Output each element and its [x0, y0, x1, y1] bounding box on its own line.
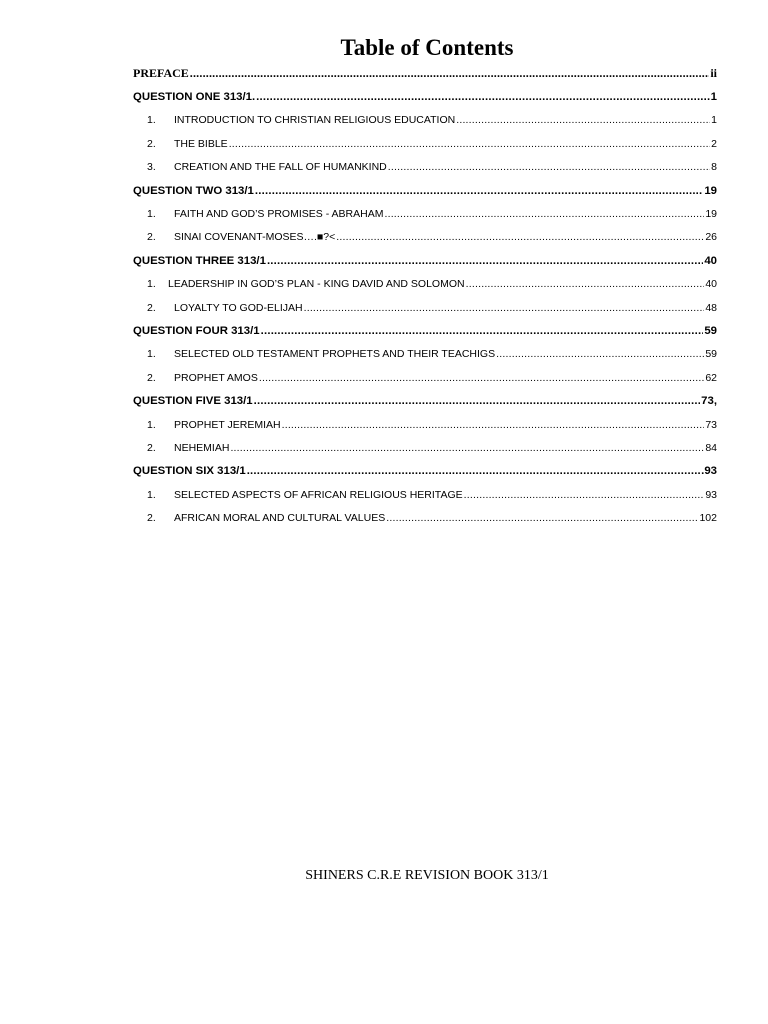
toc-subentry[interactable]: [133, 156, 717, 179]
toc-entry-number: 2.: [147, 371, 156, 384]
toc-subentry[interactable]: [133, 132, 717, 155]
toc-entry-number: 2.: [147, 137, 156, 150]
toc-page-number: .93: [701, 465, 717, 478]
toc-entry-number: 1.: [147, 418, 156, 431]
dot-leader: [267, 255, 703, 267]
toc-entry-title: QUESTION FOUR 313/1: [133, 324, 260, 337]
toc-page-number: 1: [710, 91, 717, 104]
dot-leader: [456, 114, 710, 126]
toc-entry-title: INTRODUCTION TO CHRISTIAN RELIGIOUS EDUCATION: [174, 114, 456, 127]
dot-leader: [466, 278, 705, 290]
toc-page-number: 40: [705, 278, 717, 291]
toc-section-entry[interactable]: [133, 319, 717, 342]
toc-page-number: 59: [704, 324, 717, 337]
toc-page-number: 93: [705, 488, 717, 501]
toc-entry-title: QUESTION THREE 313/1: [133, 254, 266, 267]
toc-page-number: 62: [705, 371, 717, 384]
toc-entry-number: 1.: [147, 208, 156, 221]
toc-page-number: 2: [711, 137, 717, 150]
page-footer: SHINERS C.R.E REVISION BOOK 313/1: [305, 868, 549, 883]
dot-leader: [254, 395, 701, 407]
dot-leader: [230, 442, 704, 454]
toc-entry-title: NEHEMIAH: [174, 441, 230, 454]
toc-page-number: 73: [705, 418, 717, 431]
toc-entry-number: 2.: [147, 441, 156, 454]
dot-leader: [255, 185, 703, 197]
table-of-contents: [133, 62, 717, 530]
toc-page-number: 19: [705, 208, 717, 221]
toc-section-entry[interactable]: [133, 460, 717, 483]
toc-page-number: 19: [704, 184, 717, 197]
dot-leader: [261, 325, 704, 337]
toc-subentry[interactable]: [133, 343, 717, 366]
toc-subentry[interactable]: [133, 202, 717, 225]
toc-subentry[interactable]: [133, 436, 717, 459]
toc-entry-number: 3.: [147, 161, 156, 174]
toc-section-entry[interactable]: [133, 62, 717, 85]
toc-entry-title: PROPHET AMOS: [174, 371, 258, 384]
dot-leader: [496, 348, 704, 360]
toc-subentry[interactable]: [133, 413, 717, 436]
dot-leader: [282, 419, 705, 431]
toc-subentry[interactable]: [133, 226, 717, 249]
toc-subentry[interactable]: [133, 273, 717, 296]
toc-section-entry[interactable]: [133, 85, 717, 108]
dot-leader: [336, 231, 704, 243]
toc-entry-number: 1.: [147, 488, 156, 501]
dot-leader: [190, 66, 710, 81]
dot-leader: [256, 91, 709, 103]
toc-page-number: 8: [711, 161, 717, 174]
toc-entry-title: FAITH AND GOD’S PROMISES - ABRAHAM: [174, 208, 384, 221]
toc-subentry[interactable]: [133, 366, 717, 389]
toc-section-entry[interactable]: [133, 249, 717, 272]
dot-leader: [386, 512, 698, 524]
toc-entry-title: SINAI COVENANT-MOSES….■?<: [174, 231, 336, 244]
toc-subentry[interactable]: [133, 296, 717, 319]
toc-subentry[interactable]: [133, 109, 717, 132]
toc-entry-title: SELECTED OLD TESTAMENT PROPHETS AND THEIR TEACHIGS: [174, 348, 496, 361]
toc-page-number: ii: [710, 66, 717, 81]
toc-page-number: 48: [705, 301, 717, 314]
toc-entry-number: 2.: [147, 512, 156, 525]
toc-entry-number: 1.: [147, 348, 156, 361]
toc-entry-title: THE BIBLE: [174, 137, 228, 150]
toc-entry-title: CREATION AND THE FALL OF HUMANKIND: [174, 161, 387, 174]
toc-entry-title: LOYALTY TO GOD-ELIJAH: [174, 301, 303, 314]
toc-entry-number: 2.: [147, 231, 156, 244]
dot-leader: [388, 161, 710, 173]
toc-page-number: 1: [711, 114, 717, 127]
toc-entry-title: AFRICAN MORAL AND CULTURAL VALUES: [174, 512, 386, 525]
dot-leader: [229, 138, 710, 150]
toc-page-number: 84: [705, 441, 717, 454]
toc-page-number: 73,: [701, 395, 717, 408]
toc-entry-title: QUESTION SIX 313/1: [133, 465, 246, 478]
toc-page-number: 26: [705, 231, 717, 244]
dot-leader: [247, 465, 700, 477]
dot-leader: [259, 372, 704, 384]
toc-page-number: 40: [704, 254, 717, 267]
dot-leader: [384, 208, 704, 220]
toc-entry-title: QUESTION FIVE 313/1: [133, 395, 253, 408]
toc-entry-title: QUESTION ONE 313/1.: [133, 91, 256, 104]
toc-entry-number: 1.: [147, 114, 156, 127]
toc-page-number: 102: [699, 512, 717, 525]
toc-entry-title: PREFACE: [133, 66, 189, 81]
toc-entry-title: SELECTED ASPECTS OF AFRICAN RELIGIOUS HERITAGE: [174, 488, 463, 501]
toc-section-entry[interactable]: [133, 389, 717, 412]
toc-entry-number: 1.: [147, 278, 156, 291]
dot-leader: [304, 302, 705, 314]
toc-subentry[interactable]: [133, 483, 717, 506]
toc-page-number: 59: [705, 348, 717, 361]
page-title: Table of Contents: [340, 35, 514, 60]
toc-section-entry[interactable]: [133, 179, 717, 202]
toc-entry-number: 2.: [147, 301, 156, 314]
toc-entry-title: QUESTION TWO 313/1: [133, 184, 254, 197]
toc-entry-title: LEADERSHIP IN GOD’S PLAN - KING DAVID AND SOLOMON: [168, 278, 465, 291]
toc-entry-title: PROPHET JEREMIAH: [174, 418, 281, 431]
toc-subentry[interactable]: [133, 506, 717, 529]
dot-leader: [464, 489, 705, 501]
